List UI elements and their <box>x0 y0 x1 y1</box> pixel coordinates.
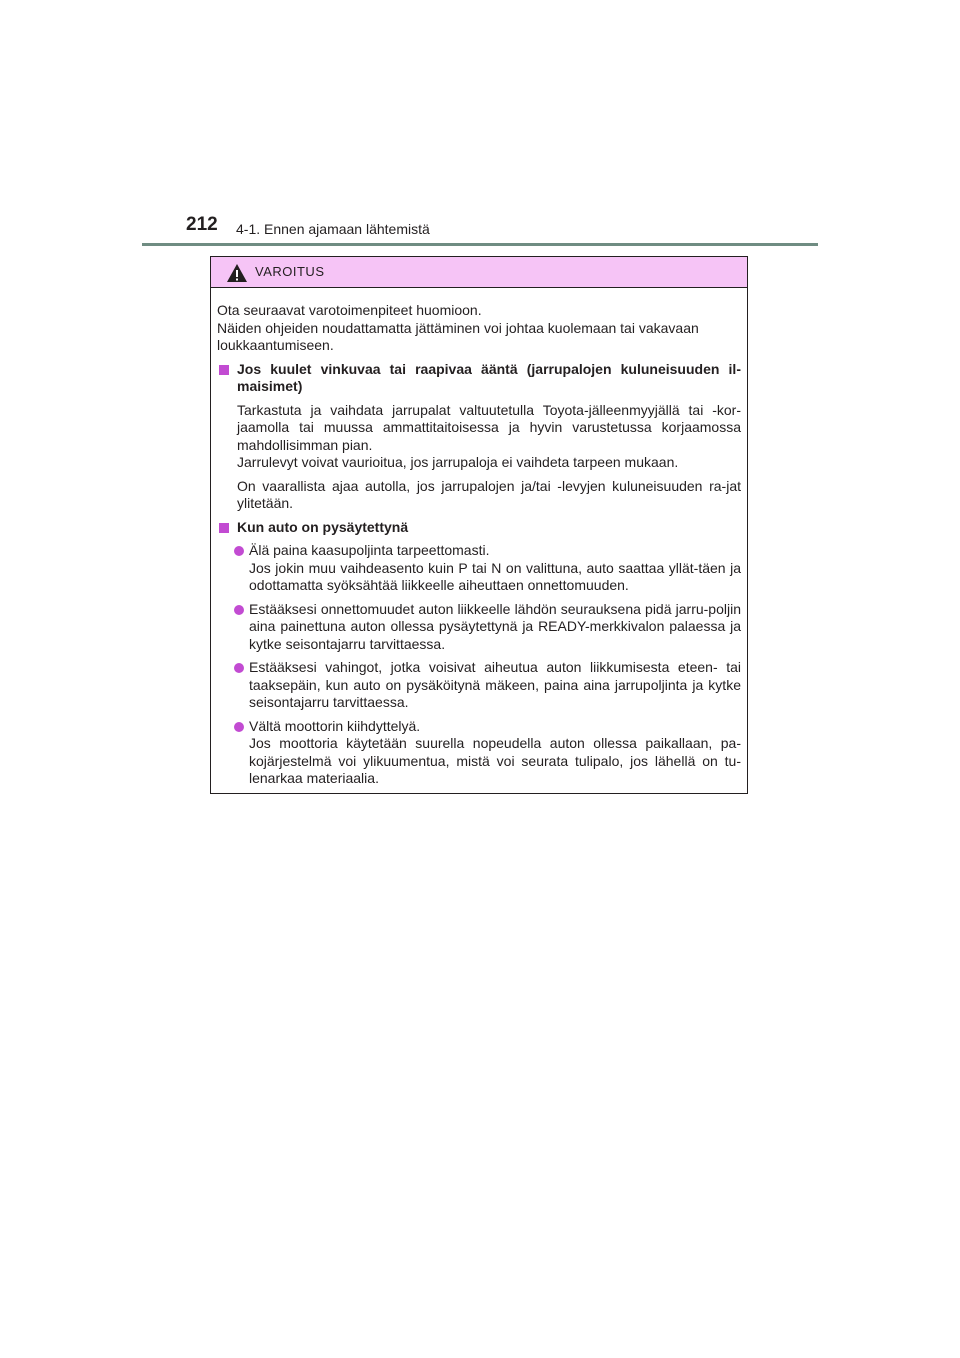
page-header <box>0 0 960 250</box>
section-heading-text: Jos kuulet vinkuvaa tai raapivaa ääntä (jarrupalojen kuluneisuuden il-maisimet) <box>237 360 741 394</box>
warning-body <box>211 288 747 788</box>
intro-line-2: Näiden ohjeiden noudattamatta jättäminen voi johtaa kuolemaan tai vakavaan loukkaantumiseen. <box>217 319 699 353</box>
section-heading-text: Kun auto on pysäytettynä <box>237 518 409 535</box>
warning-box <box>210 256 748 794</box>
list-item-text: Estääksesi vahingot, jotka voisivat aiheutua auton liikkumisesta eteen- tai taaksepäin, kun auto on pysäköitynä mäkeen, paina aina jarrupoljinta ja kytke seisontajarru tarvittaessa. <box>249 659 741 710</box>
list-item <box>217 718 741 788</box>
warning-triangle-icon <box>226 263 248 283</box>
section-title: 4-1. Ennen ajamaan lähtemistä <box>236 221 430 237</box>
intro-line-1: Ota seuraavat varotoimenpiteet huomioon. <box>217 302 482 318</box>
circle-bullet-icon <box>234 663 244 673</box>
warning-header <box>211 257 747 288</box>
list-item-title: Älä paina kaasupoljinta tarpeettomasti. <box>249 542 490 558</box>
paragraph: Jarrulevyt voivat vaurioitua, jos jarrupaloja ei vaihdeta tarpeen mukaan. <box>237 454 679 470</box>
list-item-text: Jos moottoria käytetään suurella nopeudella auton ollessa paikallaan, pa-kojärjestelmä voi ylikuumentua, mistä voi seurata tulipalo, jos lähellä on tu-lenarkaa materiaalia. <box>249 735 741 786</box>
page-number: 212 <box>186 214 218 235</box>
list-item <box>217 601 741 654</box>
section-heading-brake-noise <box>217 361 741 396</box>
list-item <box>217 659 741 712</box>
square-bullet-icon <box>219 523 229 533</box>
circle-bullet-icon <box>234 605 244 615</box>
list-item-text: Jos jokin muu vaihdeasento kuin P tai N on valittuna, auto saattaa yllät-täen ja odottamatta syöksähtää liikkeelle aiheuttaen onnettomuuden. <box>249 559 741 593</box>
section-heading-stopped <box>217 519 741 537</box>
list-item-title: Vältä moottorin kiihdyttelyä. <box>249 717 421 734</box>
list-item-text: Estääksesi onnettomuudet auton liikkeelle lähdön seurauksena pidä jarru-poljin aina painettuna auton ollessa pysäytettynä ja READY-merkkivalon palaessa ja kytke seisontajarru tarvittaessa. <box>249 600 741 652</box>
header-rule <box>142 243 818 246</box>
warning-label: VAROITUS <box>255 264 325 279</box>
circle-bullet-icon <box>234 546 244 556</box>
circle-bullet-icon <box>234 722 244 732</box>
square-bullet-icon <box>219 365 229 375</box>
list-item <box>217 542 741 595</box>
paragraph: On vaarallista ajaa autolla, jos jarrupalojen ja/tai -levyjen kuluneisuuden ra-jat ylitetään. <box>237 477 741 511</box>
paragraph: Tarkastuta ja vaihdata jarrupalat valtuutetulla Toyota-jälleenmyyjällä tai -kor-jaamolla tai muussa ammattitaitoisessa ja hyvin varustetussa korjaamossa mahdollisimman pian. <box>237 401 741 453</box>
